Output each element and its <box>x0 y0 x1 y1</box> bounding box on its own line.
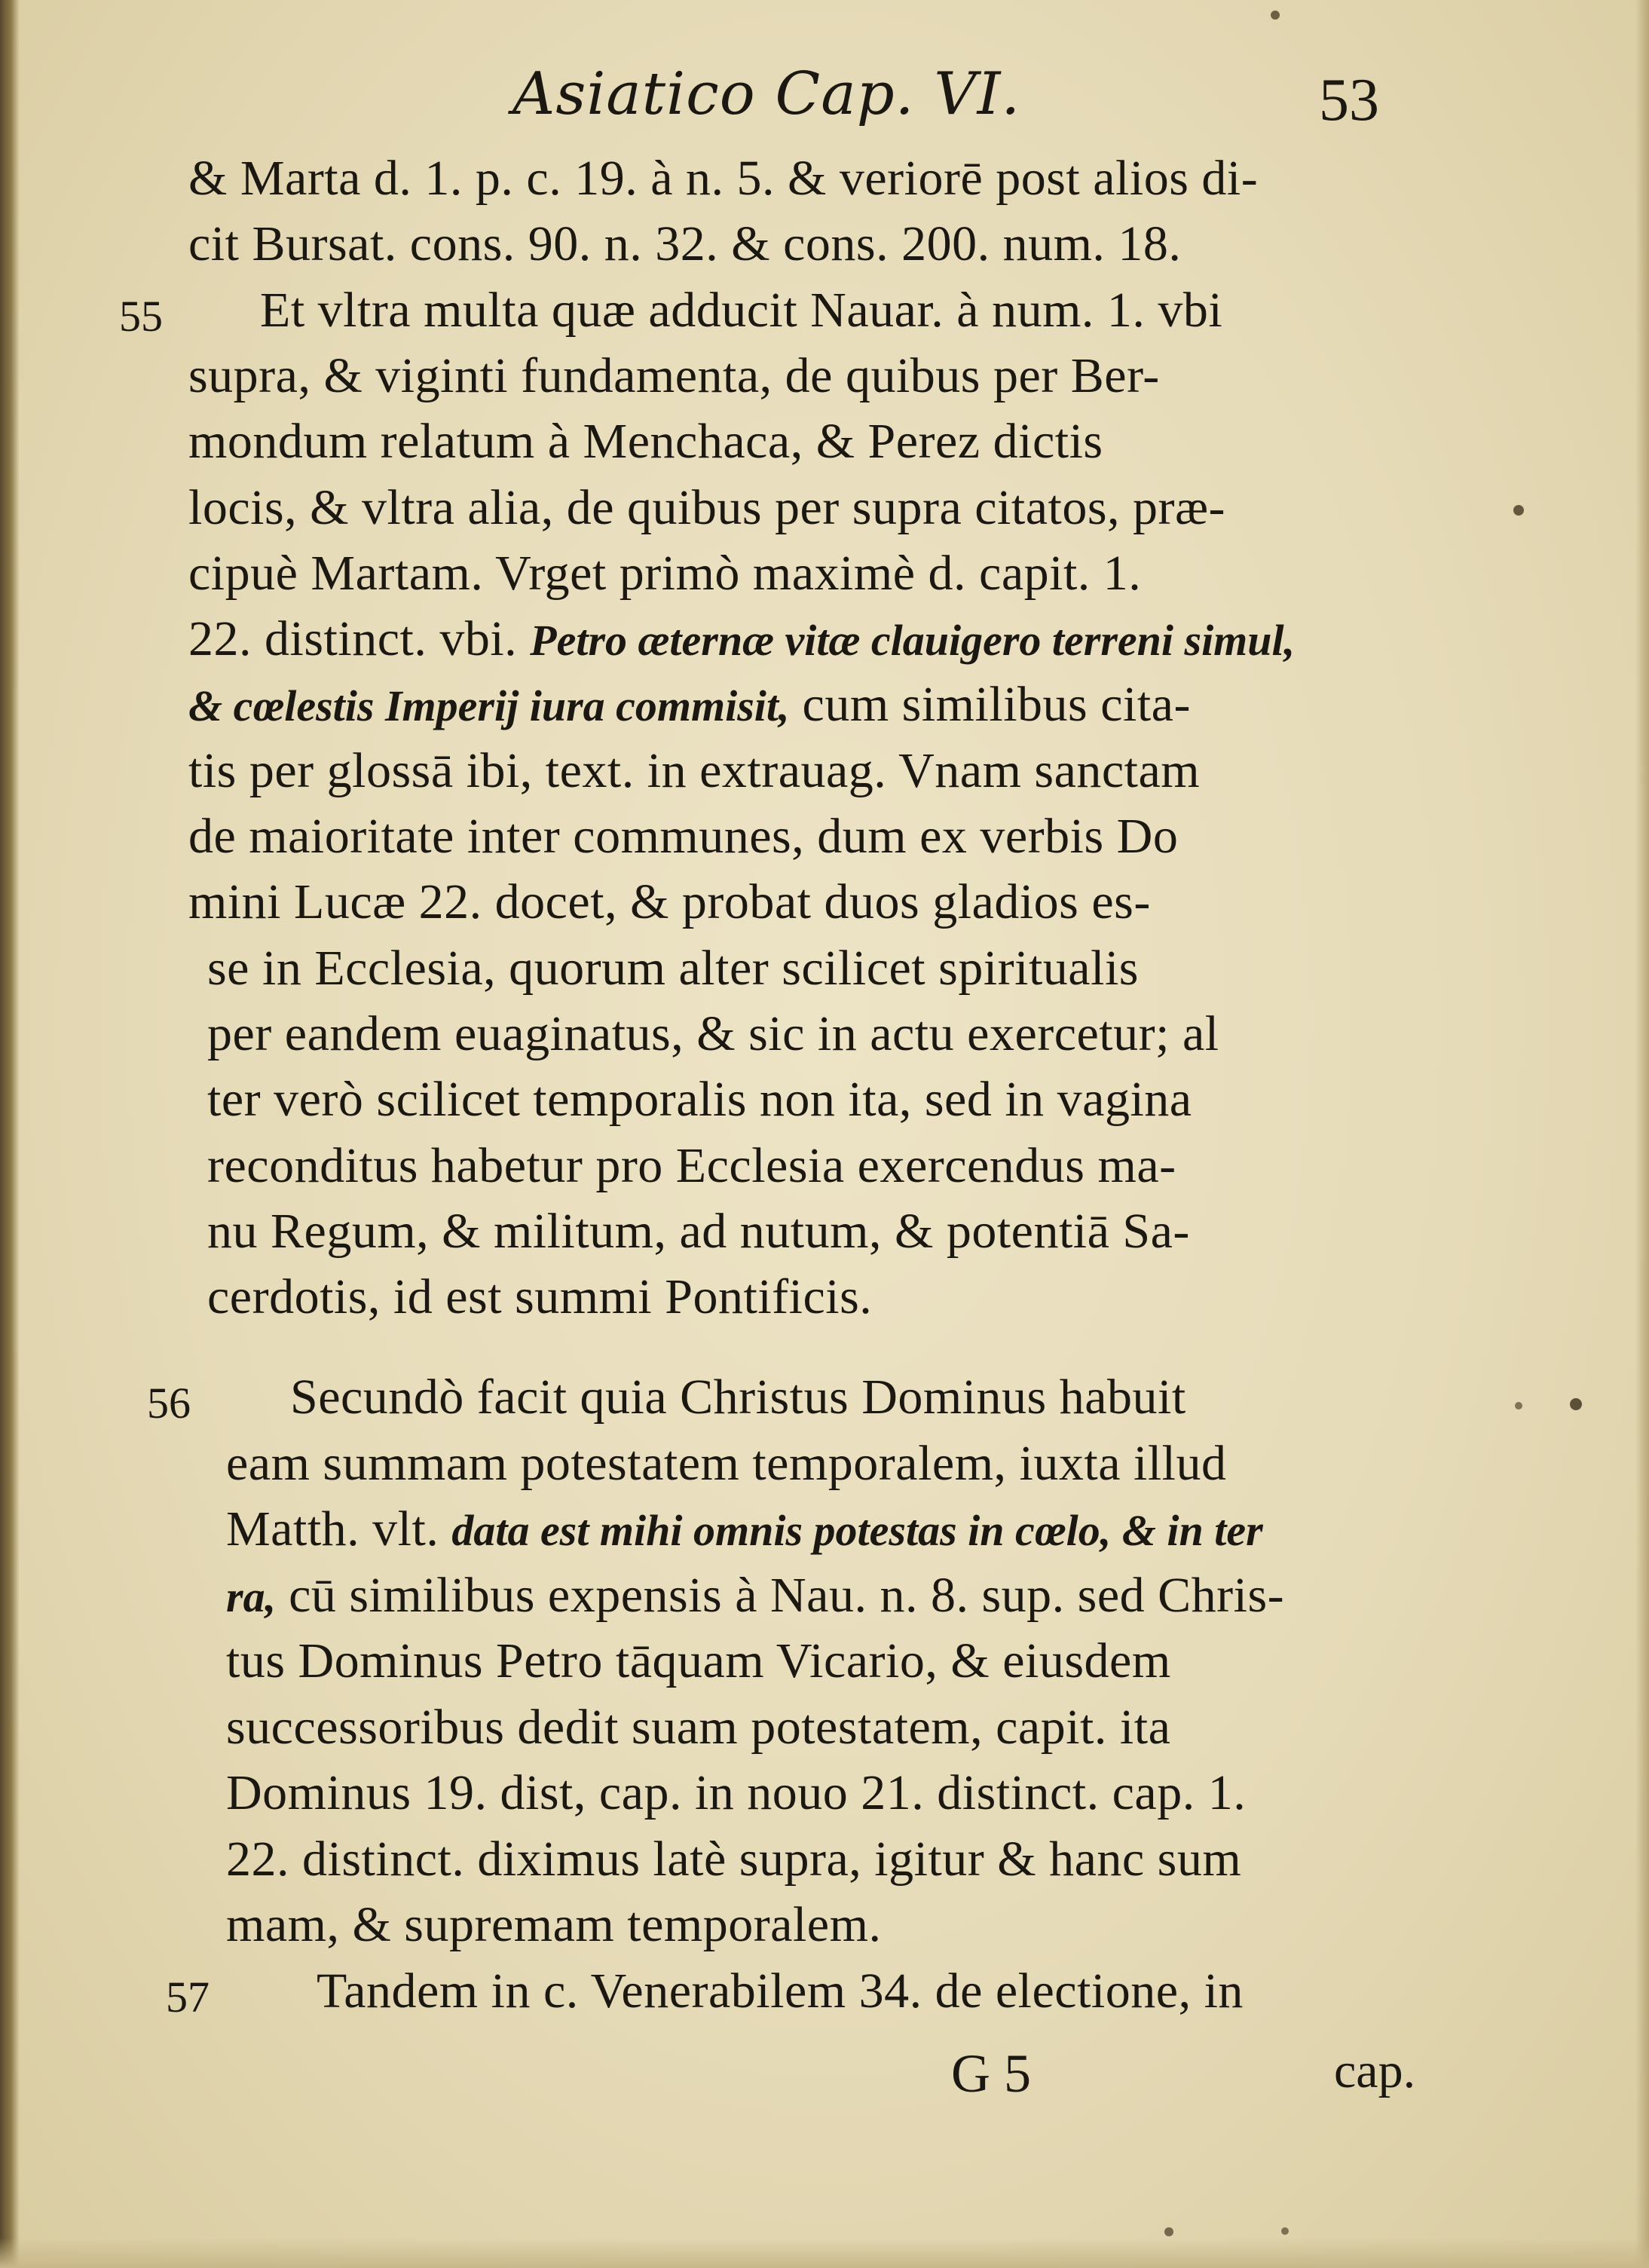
paper-spot <box>1515 1402 1522 1409</box>
italic-quotation: Petro æternæ vitæ clauigero terreni simul, <box>530 616 1296 666</box>
running-head: Asiatico Cap. VI. <box>512 60 1021 128</box>
text-segment: cum similibus cita- <box>789 677 1191 733</box>
text-segment: cit Bursat. cons. 90. n. 32. & cons. 200. num. 18. <box>188 216 1182 272</box>
text-segment: cerdotis, id est summi Pontificis. <box>207 1269 873 1325</box>
text-line <box>188 344 1160 408</box>
text-segment: & Marta d. 1. p. c. 19. à n. 5. & veriorē post alios di- <box>188 151 1259 206</box>
text-segment: 22. distinct. diximus latè supra, igitur & hanc sum <box>226 1831 1242 1887</box>
page-gutter-shadow <box>0 0 20 2268</box>
text-line <box>188 410 1103 473</box>
italic-quotation: ra, <box>226 1572 277 1621</box>
text-line <box>188 608 1295 671</box>
paragraph-number: 56 <box>147 1379 191 1428</box>
text-segment: tis per glossā ibi, text. in extrauag. Vnam sanctam <box>188 742 1201 798</box>
text-line <box>188 213 1181 276</box>
text-segment: Matth. vlt. <box>226 1501 452 1556</box>
text-line <box>226 1893 881 1957</box>
page-footer <box>0 2043 1649 2118</box>
text-line <box>207 1068 1192 1131</box>
text-line <box>188 542 1141 605</box>
text-segment: mondum relatum à Menchaca, & Perez dictis <box>188 414 1103 470</box>
text-segment: Et vltra multa quæ adducit Nauar. à num. 1. vbi <box>260 282 1223 338</box>
text-line <box>207 1266 872 1329</box>
italic-quotation: data est mihi omnis potestas in cœlo, & in ter <box>451 1506 1263 1555</box>
text-segment: Secundò facit quia Christus Dominus habuit <box>290 1370 1186 1425</box>
text-line <box>188 476 1225 540</box>
text-segment: tus Dominus Petro tāquam Vicario, & eiusdem <box>226 1633 1171 1688</box>
text-segment: Tandem in c. Venerabilem 34. de electione, in <box>317 1963 1244 2019</box>
text-line <box>290 1366 1186 1429</box>
text-segment: locis, & vltra alia, de quibus per supra citatos, præ- <box>188 479 1226 535</box>
text-segment: cū similibus expensis à Nau. n. 8. sup. sed Chris- <box>276 1567 1285 1623</box>
page-header <box>512 53 1379 136</box>
text-line <box>226 1696 1170 1759</box>
catchword: cap. <box>1334 2043 1416 2098</box>
text-line <box>188 871 1151 934</box>
text-segment: de maioritate inter communes, dum ex verbis Do <box>188 809 1179 864</box>
text-segment: Dominus 19. dist, cap. in nouo 21. distinct. cap. 1. <box>226 1765 1247 1820</box>
text-line <box>188 805 1178 868</box>
text-line <box>226 1432 1227 1495</box>
text-line <box>226 1630 1171 1693</box>
text-segment: mam, & supremam temporalem. <box>226 1897 882 1952</box>
text-line <box>207 1200 1190 1263</box>
page-right-edge <box>1635 0 1649 2268</box>
text-segment: ter verò scilicet temporalis non ita, sed in vagina <box>207 1072 1192 1128</box>
text-segment: supra, & viginti fundamenta, de quibus per Ber- <box>188 347 1160 403</box>
text-segment: successoribus dedit suam potestatem, capit. ita <box>226 1699 1171 1755</box>
text-segment: per eandem euaginatus, & sic in actu exercetur; al <box>207 1005 1219 1061</box>
text-line <box>207 937 1139 1000</box>
text-line <box>260 279 1222 342</box>
text-segment: mini Lucæ 22. docet, & probat duos gladios es- <box>188 874 1151 930</box>
text-line <box>226 1564 1284 1627</box>
paper-spot <box>1513 505 1524 516</box>
text-line <box>317 1960 1244 2023</box>
text-segment: se in Ecclesia, quorum alter scilicet spiritualis <box>207 940 1139 996</box>
text-segment: reconditus habetur pro Ecclesia exercendus ma- <box>207 1137 1176 1193</box>
text-line <box>226 1498 1263 1561</box>
text-line <box>207 1134 1176 1198</box>
text-line <box>188 739 1200 803</box>
text-line <box>188 673 1191 736</box>
text-line <box>226 1828 1241 1891</box>
text-segment: nu Regum, & militum, ad nutum, & potentiā Sa- <box>207 1203 1190 1259</box>
text-line <box>207 1002 1219 1066</box>
page-number: 53 <box>1319 67 1379 133</box>
paper-spot <box>1570 1398 1582 1410</box>
text-segment: eam summam potestatem temporalem, iuxta illud <box>226 1435 1227 1491</box>
paragraph-number: 55 <box>119 291 163 341</box>
paper-spot <box>1164 2227 1173 2236</box>
paper-spot <box>1271 11 1280 20</box>
text-line <box>188 147 1258 210</box>
text-segment: cipuè Martam. Vrget primò maximè d. capit. 1. <box>188 545 1142 601</box>
paragraph-number: 57 <box>166 1972 210 2022</box>
italic-quotation: & cœlestis Imperij iura commisit, <box>188 681 790 731</box>
paper-spot <box>1281 2227 1289 2235</box>
text-segment: 22. distinct. vbi. <box>188 611 531 667</box>
page-bottom-edge <box>0 2238 1649 2268</box>
text-line <box>226 1761 1246 1825</box>
signature-mark: G 5 <box>951 2043 1031 2104</box>
